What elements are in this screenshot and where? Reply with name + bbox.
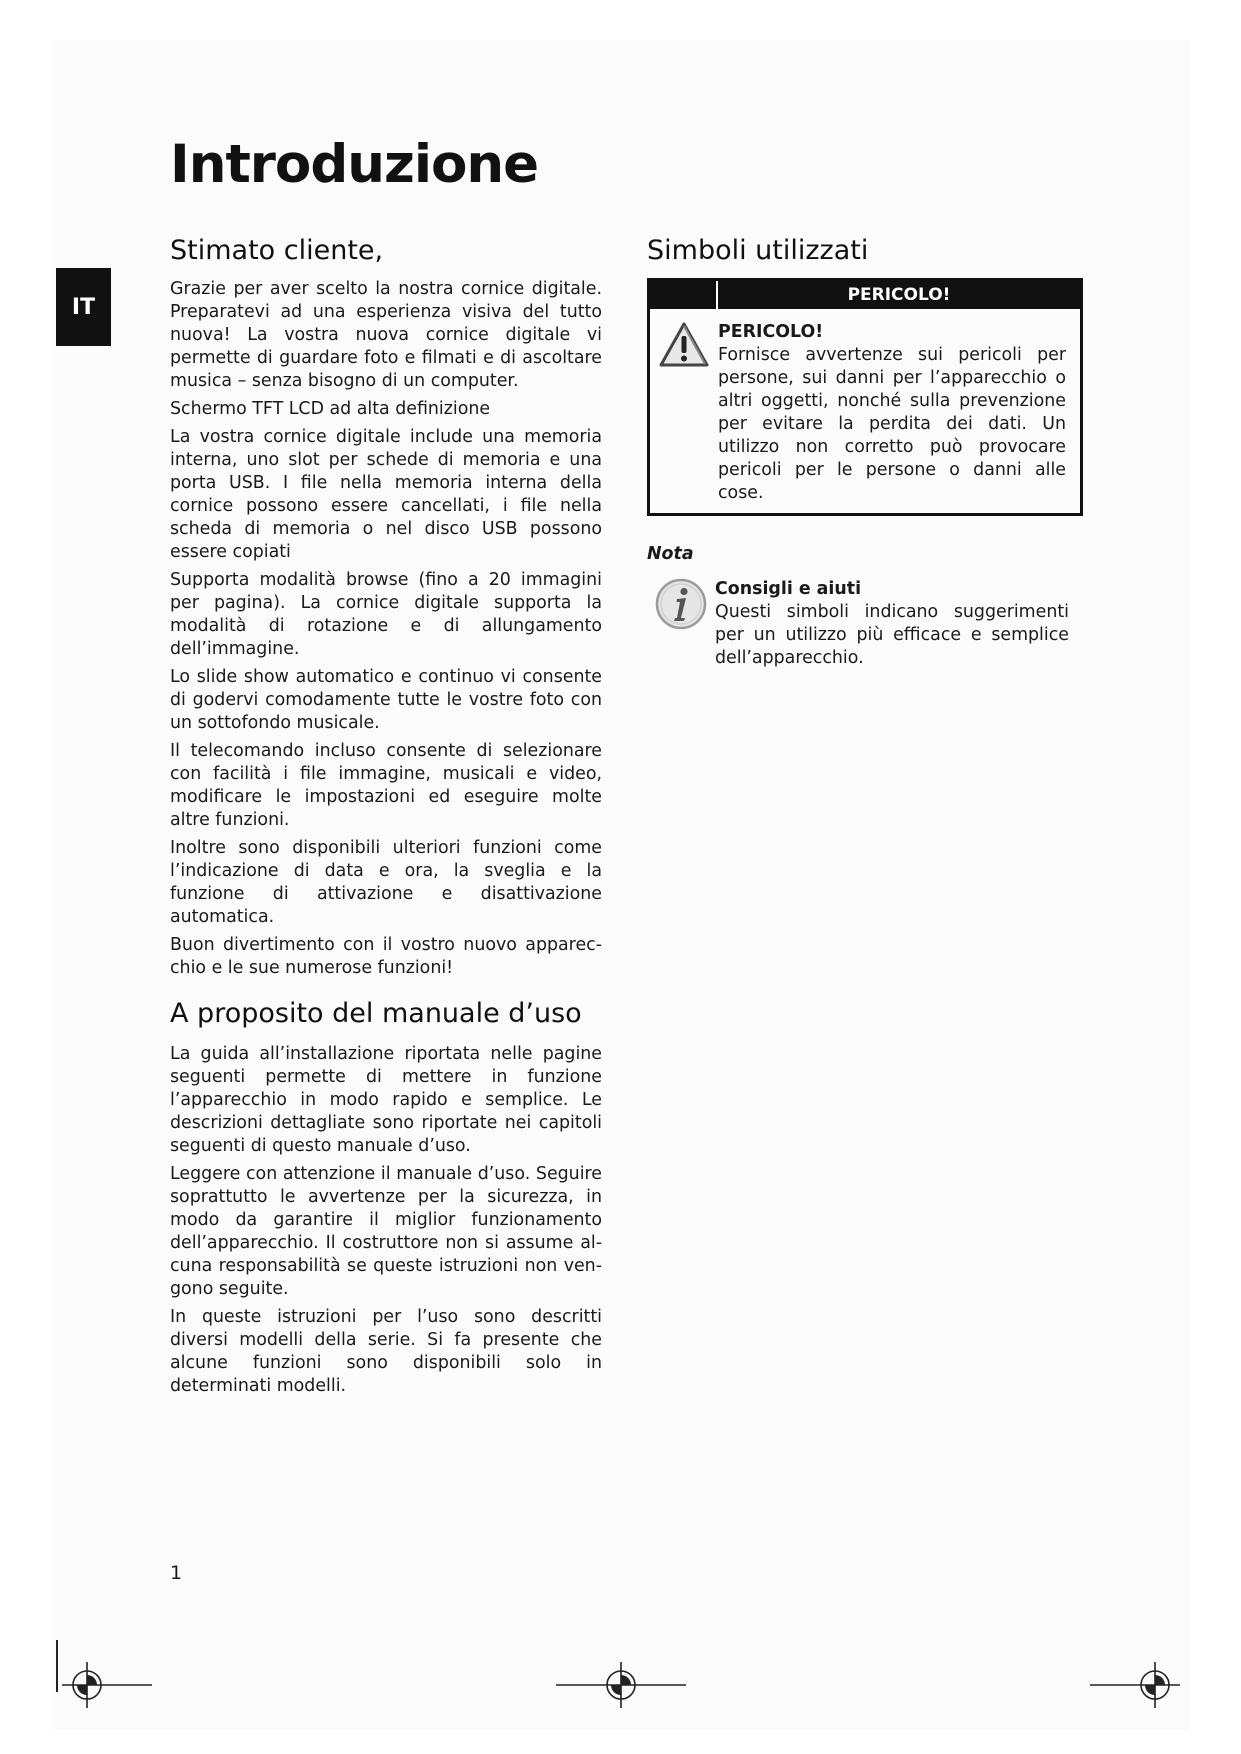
intro-paragraph: Il telecomando incluso consente di selezionare con facilità i file immagine, musicali e video, modificare le impostazioni ed eseguire molte altre funzioni.: [170, 740, 602, 830]
registration-mark-right: [1090, 1660, 1180, 1710]
page-title: Introduzione: [170, 134, 539, 195]
manual-paragraph: In queste istruzioni per l’uso sono descritti diversi modelli della serie. Si fa presente che alcune funzioni sono disponibili solo in determinati modelli.: [170, 1306, 602, 1396]
note-text-block: [711, 578, 1083, 670]
intro-paragraph: Buon divertimento con il vostro nuovo apparecchio e le sue numerose funzioni!: [170, 934, 602, 978]
intro-paragraph: Supporta modalità browse (fino a 20 immagini per pagina). La cornice digitale supporta la modalità di rotazione e di allungamento dell’immagine.: [170, 569, 602, 659]
intro-paragraph: La vostra cornice digitale include una memoria interna, uno slot per schede di memoria e una porta USB. I file nella memoria interna della cornice possono essere cancellati, i file nella scheda di memoria o nel disco USB possono essere copiati: [170, 426, 602, 562]
danger-label: PERICOLO!: [718, 321, 824, 342]
intro-paragraph: Lo slide show automatico e continuo vi consente di godervi comodamente tutte le vostre foto con un sottofondo musicale.: [170, 666, 602, 733]
intro-paragraph: Grazie per aver scelto la nostra cornice digitale. Preparatevi ad una esperienza visiva del tutto nuova! La vostra nuova cornice digitale vi permette di guardare foto e filmati e di ascoltare musica – senza bisogno di un computer.: [170, 278, 602, 391]
danger-box-body: [650, 309, 1080, 513]
intro-paragraph: Inoltre sono disponibili ulteriori funzioni come l’indicazione di data e ora, la sveglia e la funzione di attivazione e disattivazione automatica.: [170, 837, 602, 927]
left-column: [170, 234, 602, 1403]
danger-header-title: PERICOLO!: [847, 284, 951, 305]
registration-mark-left: [62, 1660, 152, 1710]
manual-heading: A proposito del manuale d’uso: [170, 997, 582, 1029]
manual-paragraph: Leggere con attenzione il manuale d’uso. Seguire soprattutto le avvertenze per la sicurezza, in modo da garantire il miglior funzionamento dell’apparecchio. Il costruttore non si assume alcuna responsabilità se queste istruzioni non vengono seguite.: [170, 1163, 602, 1299]
danger-text-block: [714, 321, 1066, 505]
danger-box: [647, 278, 1083, 516]
note-label: Nota: [647, 543, 694, 564]
right-column: [647, 234, 1083, 670]
symbols-heading: Simboli utilizzati: [647, 235, 869, 266]
note-title: Consigli e aiuti: [715, 578, 862, 599]
note-block: [647, 578, 1083, 670]
danger-header-spacer: [650, 281, 718, 309]
page-number: 1: [170, 1562, 183, 1584]
crop-mark: [56, 1640, 58, 1692]
note-description: Questi simboli indicano suggerimenti per un utilizzo più efficace e semplice dell’apparecchio.: [715, 601, 1069, 668]
language-tab: IT: [56, 268, 111, 346]
warning-triangle-icon: [658, 321, 714, 505]
info-icon: [655, 578, 711, 670]
intro-paragraph: Schermo TFT LCD ad alta definizione: [170, 398, 491, 419]
danger-description: Fornisce avvertenze sui pericoli per persone, sui danni per l’apparecchio o altri oggetti, nonché sulla prevenzione per evitare la perdita dei dati. Un utilizzo non corretto può provocare pericoli per le persone o danni alle cose.: [718, 344, 1066, 503]
manual-paragraph: La guida all’installazione riportata nelle pagine seguenti permette di mettere in funzione l’apparecchio in modo rapido e semplice. Le descrizioni dettagliate sono riportate nei capitoli seguenti di questo manuale d’uso.: [170, 1043, 602, 1156]
registration-mark-center: [556, 1660, 686, 1710]
danger-box-header: [650, 281, 1080, 309]
greeting-heading: Stimato cliente,: [170, 235, 384, 266]
